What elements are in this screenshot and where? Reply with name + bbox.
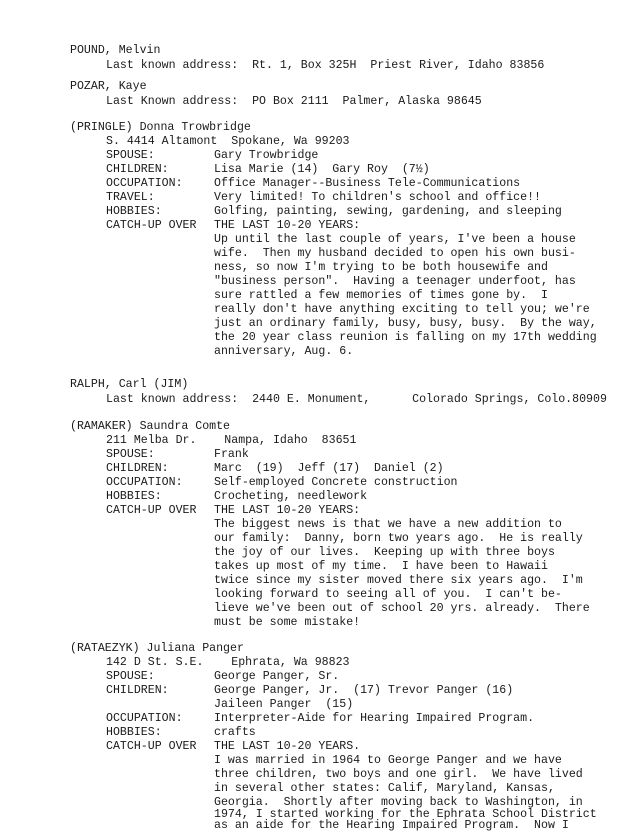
- field-value: Office Manager--Business Tele-Communications: [214, 177, 521, 190]
- field-value: Frank: [214, 448, 249, 461]
- field-label: SPOUSE:: [106, 149, 155, 162]
- entry-name: (RATAEZYK) Juliana Panger: [70, 642, 244, 655]
- catchup-line: really don't have anything exciting to tell you; we're: [214, 303, 590, 316]
- field-value: George Panger, Jr. (17) Trevor Panger (16): [214, 684, 514, 697]
- catchup-line: ness, so now I'm trying to be both housewife and: [214, 261, 548, 274]
- catchup-line: just an ordinary family, busy, busy, busy. By the way,: [214, 317, 597, 330]
- field-value: Gary Trowbridge: [214, 149, 319, 162]
- entry-name: (PRINGLE) Donna Trowbridge: [70, 121, 251, 134]
- field-label: CATCH-UP OVER: [106, 504, 197, 517]
- field-value: THE LAST 10-20 YEARS:: [214, 504, 361, 517]
- field-label: HOBBIES:: [106, 726, 162, 739]
- entry-address: 142 D St. S.E. Ephrata, Wa 98823: [106, 656, 350, 669]
- field-label: CHILDREN:: [106, 684, 169, 697]
- field-value: Self-employed Concrete construction: [214, 476, 458, 489]
- catchup-line: Georgia. Shortly after moving back to Washington, in: [214, 796, 583, 809]
- field-value: Marc (19) Jeff (17) Daniel (2): [214, 462, 444, 475]
- field-label: SPOUSE:: [106, 670, 155, 683]
- field-label: HOBBIES:: [106, 205, 162, 218]
- field-label: HOBBIES:: [106, 490, 162, 503]
- catchup-line: our family: Danny, born two years ago. He is really: [214, 532, 583, 545]
- catchup-line: Up until the last couple of years, I've been a house: [214, 233, 576, 246]
- field-label: CATCH-UP OVER: [106, 740, 197, 753]
- catchup-line: The biggest news is that we have a new addition to: [214, 518, 562, 531]
- catchup-line: three children, two boys and one girl. We have lived: [214, 768, 583, 781]
- entry-address: Last known address: Rt. 1, Box 325H Priest River, Idaho 83856: [106, 59, 545, 72]
- entry-address: 211 Melba Dr. Nampa, Idaho 83651: [106, 434, 357, 447]
- catchup-line: the 20 year class reunion is falling on my 17th wedding: [214, 331, 597, 344]
- entry-name: RALPH, Carl (JIM): [70, 378, 189, 391]
- field-value: crafts: [214, 726, 256, 739]
- field-label: CHILDREN:: [106, 163, 169, 176]
- field-value: THE LAST 10-20 YEARS.: [214, 740, 361, 753]
- field-value: Very limited! To children's school and office!!: [214, 191, 541, 204]
- catchup-line: takes up most of my time. I have been to Hawaii: [214, 560, 548, 573]
- catchup-line: twice since my sister moved there six years ago. I'm: [214, 574, 583, 587]
- catchup-line: as an aide for the Hearing Impaired Program. Now I: [214, 819, 569, 832]
- field-value: Lisa Marie (14) Gary Roy (7½): [214, 163, 430, 176]
- entry-address: Last known address: 2440 E. Monument, Colorado Springs, Colo.80909: [106, 393, 607, 406]
- field-value: George Panger, Sr.: [214, 670, 340, 683]
- catchup-line: anniversary, Aug. 6.: [214, 345, 354, 358]
- field-label: OCCUPATION:: [106, 476, 183, 489]
- field-label: TRAVEL:: [106, 191, 155, 204]
- entry-name: (RAMAKER) Saundra Comte: [70, 420, 231, 433]
- catchup-line: "business person". Having a teenager underfoot, has: [214, 275, 576, 288]
- entry-name: POUND, Melvin: [70, 44, 161, 57]
- catchup-line: lieve we've been out of school 20 yrs. already. There: [214, 602, 590, 615]
- catchup-line: wife. Then my husband decided to open his own busi-: [214, 247, 576, 260]
- field-label: CHILDREN:: [106, 462, 169, 475]
- field-value: Jaileen Panger (15): [214, 698, 354, 711]
- catchup-line: looking forward to seeing all of you. I can't be-: [214, 588, 562, 601]
- field-label: CATCH-UP OVER: [106, 219, 197, 232]
- entry-address: Last Known address: PO Box 2111 Palmer, Alaska 98645: [106, 95, 482, 108]
- field-value: Crocheting, needlework: [214, 490, 368, 503]
- catchup-line: I was married in 1964 to George Panger and we have: [214, 754, 562, 767]
- entry-address: S. 4414 Altamont Spokane, Wa 99203: [106, 135, 350, 148]
- field-label: OCCUPATION:: [106, 712, 183, 725]
- entry-name: POZAR, Kaye: [70, 80, 147, 93]
- catchup-line: 1974, I started working for the Ephrata School District: [214, 808, 597, 821]
- field-value: Golfing, painting, sewing, gardening, and sleeping: [214, 205, 562, 218]
- field-label: OCCUPATION:: [106, 177, 183, 190]
- field-label: SPOUSE:: [106, 448, 155, 461]
- catchup-line: sure rattled a few memories of times gone by. I: [214, 289, 548, 302]
- catchup-line: the joy of our lives. Keeping up with three boys: [214, 546, 555, 559]
- field-value: THE LAST 10-20 YEARS:: [214, 219, 361, 232]
- catchup-line: must be some mistake!: [214, 616, 361, 629]
- field-value: Interpreter-Aide for Hearing Impaired Program.: [214, 712, 535, 725]
- catchup-line: in several other states: Calif, Maryland, Kansas,: [214, 782, 555, 795]
